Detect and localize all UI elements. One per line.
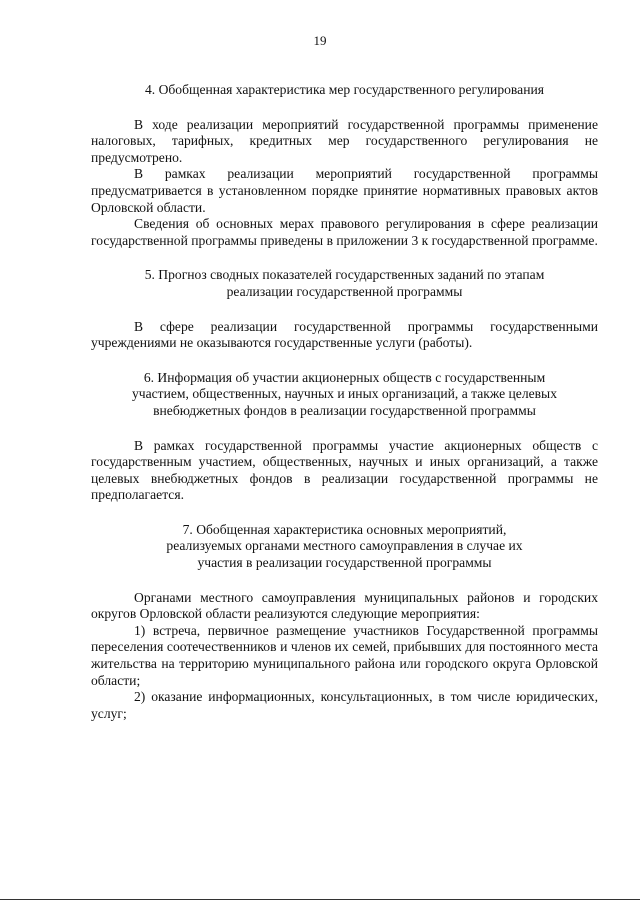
section-6 bbox=[91, 370, 598, 504]
page-number: 19 bbox=[313, 33, 327, 48]
document-body bbox=[91, 82, 598, 722]
section-7-list-item-2: 2) оказание информационных, консультационных, в том числе юридических, услуг; bbox=[91, 689, 598, 721]
section-4-paragraph-2: В рамках реализации мероприятий государственной программы предусматривается в установленном порядке принятие нормативных правовых актов Орловской области. bbox=[91, 166, 598, 215]
section-7-list-item-1: 1) встреча, первичное размещение участников Государственной программы переселения соотечественников и членов их семей, прибывших для постоянного места жительства на территорию муниципального района или городского округа Орловской области; bbox=[91, 622, 598, 688]
section-4-paragraph-3: Сведения об основных мерах правового регулирования в сфере реализации государственной программы приведены в приложении 3 к государственной программе. bbox=[91, 216, 598, 248]
section-5 bbox=[91, 267, 598, 351]
section-6-paragraph-1: В рамках государственной программы участие акционерных обществ с государственным участием, общественных, научных и иных организаций, а также целевых внебюджетных фондов в реализации государственной программы не предполагается. bbox=[91, 437, 598, 503]
section-6-heading: 6. Информация об участии акционерных обществ с государственным участием, общественных, научных и иных организаций, а также целевых внебюджетных фондов в реализации государственной программы bbox=[131, 369, 557, 418]
section-7-paragraph-1: Органами местного самоуправления муниципальных районов и городских округов Орловской области реализуются следующие мероприятия: bbox=[91, 589, 598, 622]
section-5-heading: 5. Прогноз сводных показателей государственных заданий по этапам реализации государственной программы bbox=[144, 267, 545, 299]
section-4-paragraph-1: В ходе реализации мероприятий государственной программы применение налоговых, тарифных, кредитных мер государственного регулирования не предусмотрено. bbox=[91, 116, 598, 165]
section-5-paragraph-1: В сфере реализации государственной программы государственными учреждениями не оказываются государственные услуги (работы). bbox=[91, 318, 598, 351]
section-7 bbox=[91, 522, 598, 723]
section-4 bbox=[91, 82, 598, 249]
section-4-heading: 4. Обобщенная характеристика мер государственного регулирования bbox=[144, 82, 544, 97]
section-7-heading: 7. Обобщенная характеристика основных мероприятий, реализуемых органами местного самоуправления в случае их участия в реализации государственной программы bbox=[166, 521, 523, 571]
page-bottom-edge bbox=[0, 899, 640, 900]
